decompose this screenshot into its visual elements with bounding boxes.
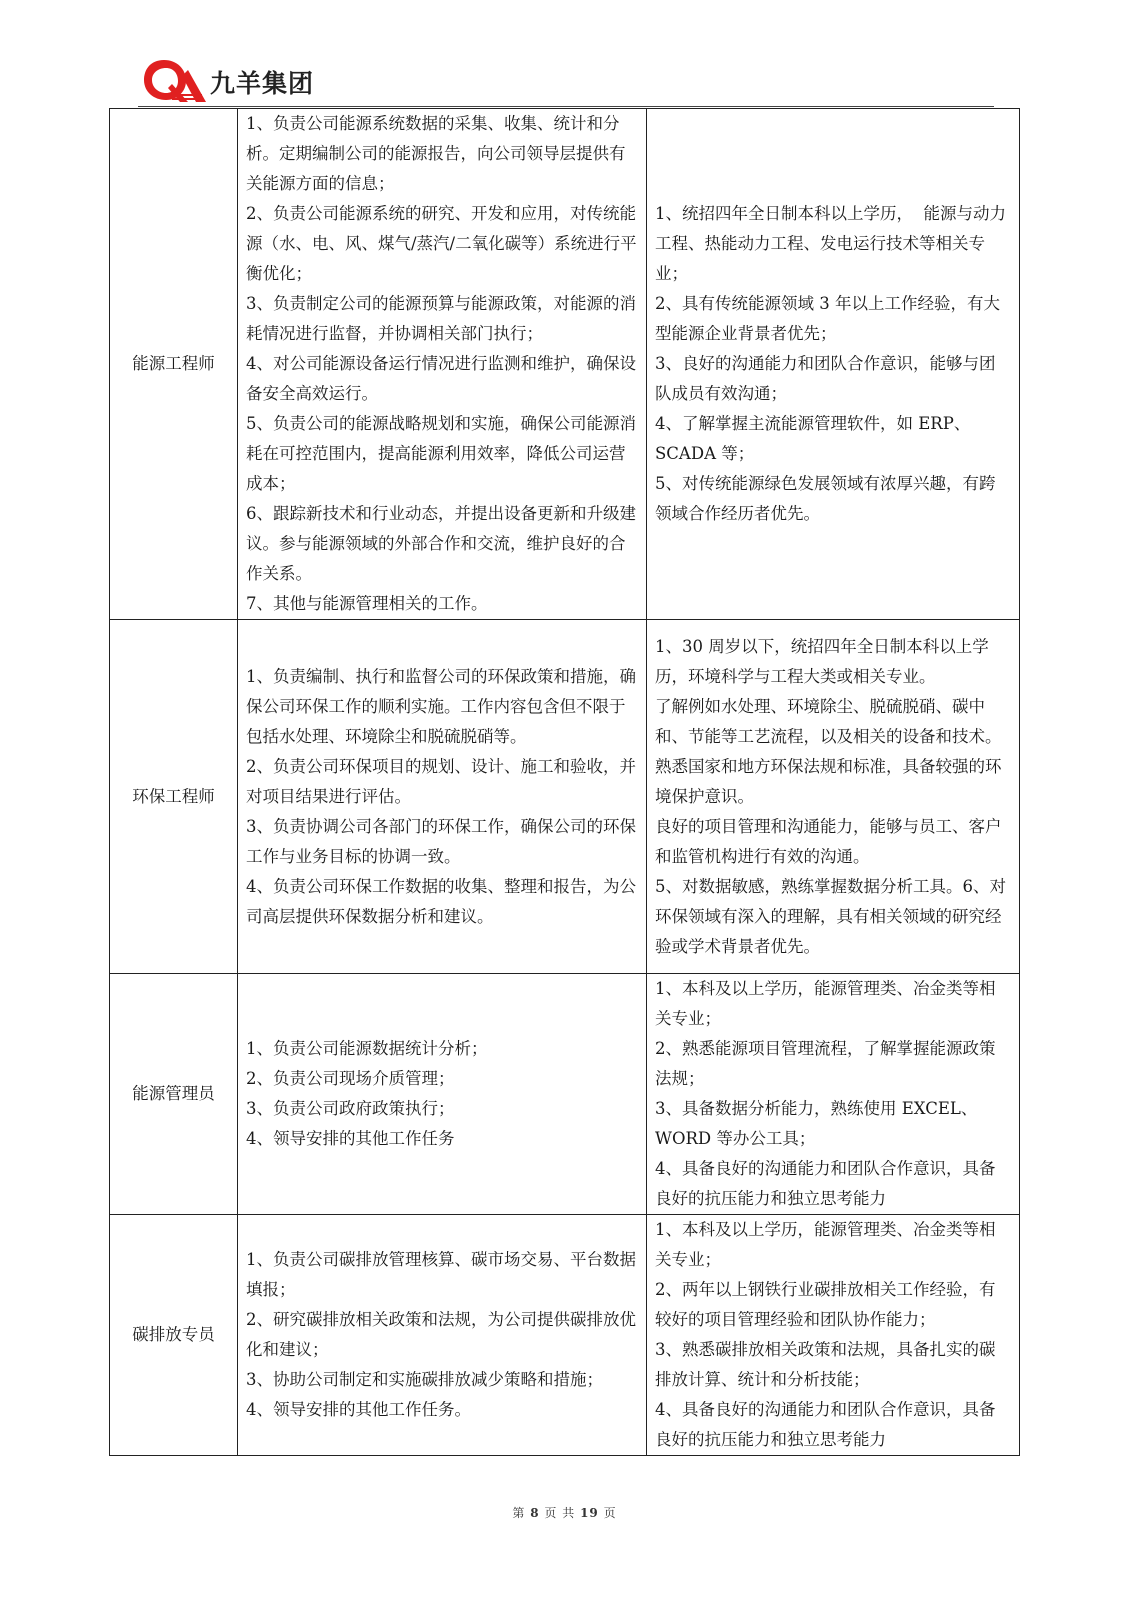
footer-suffix: 页 bbox=[603, 1506, 617, 1520]
page-total: 19 bbox=[580, 1506, 599, 1520]
duty-item: 4、领导安排的其他工作任务。 bbox=[246, 1400, 471, 1419]
duties-cell bbox=[238, 1215, 647, 1456]
requirement-item: 3、具备数据分析能力，熟练使用 EXCEL、WORD 等办公工具； bbox=[655, 1099, 978, 1148]
requirement-item: 2、两年以上钢铁行业碳排放相关工作经验，有较好的项目管理经验和团队协作能力； bbox=[655, 1280, 996, 1329]
requirement-item: 2、具有传统能源领域 3 年以上工作经验，有大型能源企业背景者优先； bbox=[655, 294, 1000, 343]
duty-item: 1、负责编制、执行和监督公司的环保政策和措施，确保公司环保工作的顺利实施。工作内容包含但不限于包括水处理、环境除尘和脱硫脱硝等。 bbox=[246, 666, 636, 746]
requirement-item: 1、本科及以上学历，能源管理类、冶金类等相关专业； bbox=[655, 979, 996, 1028]
table-row bbox=[110, 974, 1020, 1215]
duties-cell bbox=[238, 974, 647, 1215]
requirement-item: 4、具备良好的沟通能力和团队合作意识，具备良好的抗压能力和独立思考能力 bbox=[655, 1159, 996, 1208]
requirements-cell bbox=[647, 1215, 1020, 1456]
jiuyang-logo-icon bbox=[142, 54, 208, 104]
header-divider bbox=[138, 106, 994, 107]
role-cell: 能源工程师 bbox=[110, 109, 238, 620]
duty-item: 4、负责公司环保工作数据的收集、整理和报告，为公司高层提供环保数据分析和建议。 bbox=[246, 876, 636, 926]
duty-item: 7、其他与能源管理相关的工作。 bbox=[246, 594, 488, 613]
requirement-item: 5、对数据敏感，熟练掌握数据分析工具。6、对环保领域有深入的理解，具有相关领域的研究经验或学术背景者优先。 bbox=[655, 876, 1006, 956]
footer-middle: 页 共 bbox=[544, 1506, 576, 1520]
page-number: 8 bbox=[530, 1506, 540, 1520]
requirement-item: 2、熟悉能源项目管理流程，了解掌握能源政策法规； bbox=[655, 1039, 996, 1088]
company-name: 九羊集团 bbox=[210, 69, 315, 98]
job-table bbox=[109, 108, 1020, 1456]
duties-cell bbox=[238, 620, 647, 974]
requirement-item: 4、具备良好的沟通能力和团队合作意识，具备良好的抗压能力和独立思考能力 bbox=[655, 1400, 996, 1449]
requirement-item: 3、良好的沟通能力和团队合作意识，能够与团队成员有效沟通； bbox=[655, 354, 996, 403]
requirements-cell bbox=[647, 974, 1020, 1215]
requirement-item: 熟悉国家和地方环保法规和标准，具备较强的环境保护意识。 bbox=[655, 756, 1002, 806]
duty-item: 4、领导安排的其他工作任务 bbox=[246, 1129, 455, 1148]
requirement-item: 了解例如水处理、环境除尘、脱硫脱硝、碳中和、节能等工艺流程，以及相关的设备和技术。 bbox=[655, 696, 1002, 746]
requirements-cell bbox=[647, 109, 1020, 620]
duty-item: 1、负责公司碳排放管理核算、碳市场交易、平台数据填报； bbox=[246, 1250, 636, 1299]
table-row bbox=[110, 109, 1020, 620]
duty-item: 6、跟踪新技术和行业动态，并提出设备更新和升级建议。参与能源领域的外部合作和交流，维护良好的合作关系。 bbox=[246, 504, 636, 583]
duty-item: 2、研究碳排放相关政策和法规，为公司提供碳排放优化和建议； bbox=[246, 1310, 636, 1359]
duty-item: 5、负责公司的能源战略规划和实施，确保公司能源消耗在可控范围内，提高能源利用效率，降低公司运营成本； bbox=[246, 414, 636, 493]
requirement-item: 5、对传统能源绿色发展领域有浓厚兴趣，有跨领域合作经历者优先。 bbox=[655, 474, 996, 523]
requirement-item: 3、熟悉碳排放相关政策和法规，具备扎实的碳排放计算、统计和分析技能； bbox=[655, 1340, 996, 1389]
role-cell: 环保工程师 bbox=[110, 620, 238, 974]
footer-prefix: 第 bbox=[512, 1506, 526, 1520]
duty-item: 3、负责制定公司的能源预算与能源政策，对能源的消耗情况进行监督，并协调相关部门执行； bbox=[246, 294, 636, 343]
duty-item: 2、负责公司能源系统的研究、开发和应用，对传统能源（水、电、风、煤气/蒸汽/二氧化碳等）系统进行平衡优化； bbox=[246, 204, 637, 283]
duty-item: 2、负责公司环保项目的规划、设计、施工和验收，并对项目结果进行评估。 bbox=[246, 756, 636, 806]
requirement-item: 良好的项目管理和沟通能力，能够与员工、客户和监管机构进行有效的沟通。 bbox=[655, 816, 1002, 866]
role-cell: 能源管理员 bbox=[110, 974, 238, 1215]
role-cell: 碳排放专员 bbox=[110, 1215, 238, 1456]
page-footer bbox=[0, 1504, 1129, 1521]
table-row bbox=[110, 620, 1020, 974]
requirement-item: 4、了解掌握主流能源管理软件，如 ERP、SCADA 等； bbox=[655, 414, 971, 463]
duty-item: 3、协助公司制定和实施碳排放减少策略和措施； bbox=[246, 1370, 603, 1389]
duty-item: 4、对公司能源设备运行情况进行监测和维护，确保设备安全高效运行。 bbox=[246, 354, 636, 403]
requirement-item: 1、本科及以上学历，能源管理类、冶金类等相关专业； bbox=[655, 1220, 996, 1269]
page-header bbox=[142, 52, 982, 106]
requirement-item: 1、统招四年全日制本科以上学历， 能源与动力工程、热能动力工程、发电运行技术等相关专业； bbox=[655, 204, 1006, 283]
duty-item: 1、负责公司能源系统数据的采集、收集、统计和分析。定期编制公司的能源报告，向公司领导层提供有关能源方面的信息； bbox=[246, 114, 626, 193]
duty-item: 3、负责协调公司各部门的环保工作，确保公司的环保工作与业务目标的协调一致。 bbox=[246, 816, 636, 866]
duty-item: 1、负责公司能源数据统计分析； bbox=[246, 1039, 488, 1058]
duties-cell bbox=[238, 109, 647, 620]
table-row bbox=[110, 1215, 1020, 1456]
duty-item: 2、负责公司现场介质管理； bbox=[246, 1069, 455, 1088]
duty-item: 3、负责公司政府政策执行； bbox=[246, 1099, 455, 1118]
requirement-item: 1、30 周岁以下，统招四年全日制本科以上学历，环境科学与工程大类或相关专业。 bbox=[655, 636, 989, 686]
requirements-cell bbox=[647, 620, 1020, 974]
